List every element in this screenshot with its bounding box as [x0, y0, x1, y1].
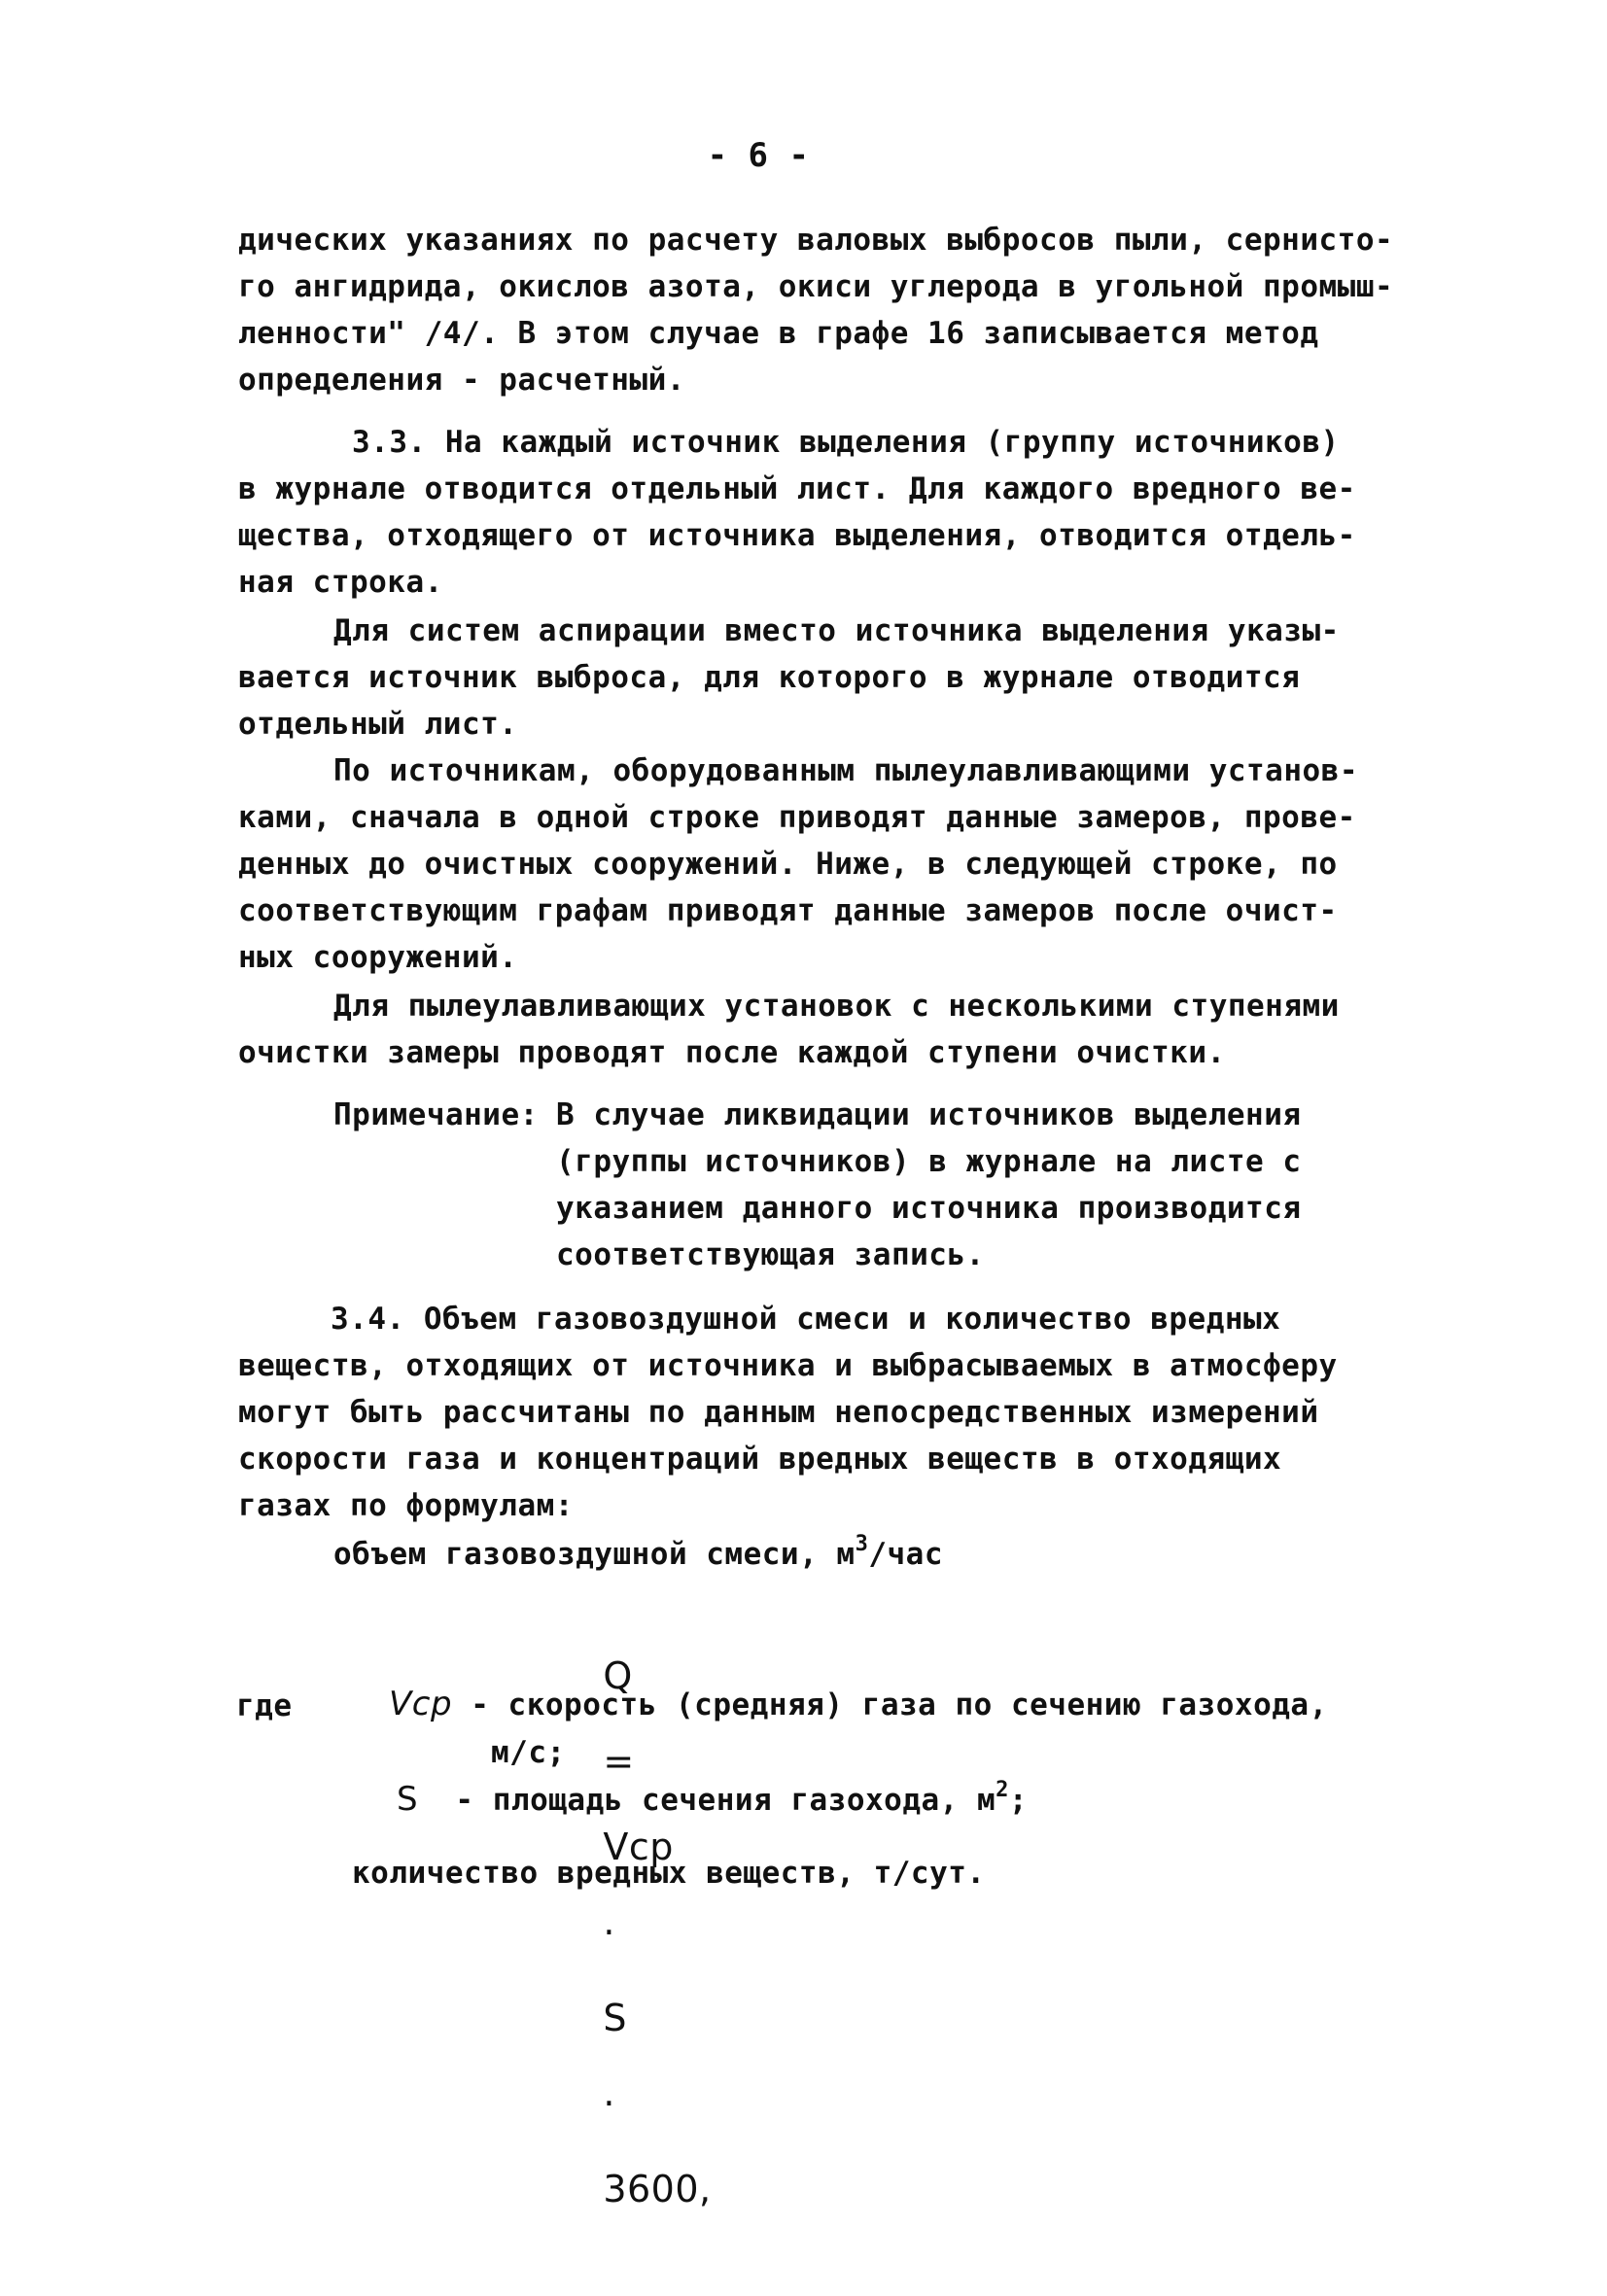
formula-multiply-1: ·: [603, 1911, 615, 1954]
text-line: скорости газа и концентраций вредных веществ в отходящих: [238, 1442, 1282, 1477]
text-line: денных до очистных сооружений. Ниже, в следующей строке, по: [238, 847, 1338, 882]
formula-equals: =: [603, 1740, 635, 1783]
text-line: Для пылеулавливающих установок с несколькими ступенями: [333, 989, 1340, 1024]
text-line: вается источник выброса, для которого в журнале отводится: [238, 660, 1301, 695]
text-line: ленности" /4/. В этом случае в графе 16 записывается метод: [238, 316, 1319, 351]
note-line: указанием данного источника производится: [556, 1191, 1302, 1226]
text-line: По источникам, оборудованным пылеулавливающими установ-: [333, 753, 1358, 788]
vcp-definition: Vcp - скорость (средняя) газа по сечению газохода,: [389, 1685, 1328, 1723]
text-line: щества, отходящего от источника выделения, отводится отдель-: [238, 518, 1356, 553]
page-number: - 6 -: [707, 136, 810, 175]
where-label: где: [236, 1688, 293, 1723]
note-line: соответствующая запись.: [556, 1237, 985, 1272]
text-line: Для систем аспирации вместо источника выделения указы-: [333, 613, 1340, 648]
s-exponent: 2: [996, 1778, 1009, 1802]
formula-constant: 3600,: [603, 2168, 712, 2210]
note-label: Примечание:: [333, 1097, 539, 1132]
text-line: го ангидрида, окислов азота, окиси углерода в угольной промыш-: [238, 269, 1394, 304]
formula-lhs: Q: [603, 1654, 633, 1697]
text-line: в журнале отводится отдельный лист. Для каждого вредного ве-: [238, 471, 1356, 506]
text-line: соответствующим графам приводят данные замеров после очист-: [238, 893, 1338, 928]
text-line: определения - расчетный.: [238, 363, 685, 398]
formula-area: S: [603, 1997, 627, 2039]
text-line: дических указаниях по расчету валовых выбросов пыли, сернисто-: [238, 223, 1394, 258]
quantity-label: количество вредных веществ, т/сут.: [352, 1856, 986, 1891]
note-line: (группы источников) в журнале на листе с: [556, 1144, 1302, 1179]
vcp-symbol: Vcp: [389, 1685, 453, 1723]
note-line: В случае ликвидации источников выделения: [556, 1097, 1302, 1132]
formula-velocity: Vcp: [603, 1826, 674, 1868]
text-line: ная строка.: [238, 565, 443, 600]
s-definition: S - площадь сечения газохода, $м^2$;: [397, 1778, 1029, 1819]
text-line: газах по формулам:: [238, 1488, 574, 1523]
text-line: могут быть рассчитаны по данным непосредственных измерений: [238, 1395, 1319, 1430]
s-symbol: S: [397, 1780, 419, 1819]
section-3-3-heading-line: 3.3. На каждый источник выделения (группу источников): [352, 425, 1340, 460]
volume-label: объем газовоздушной смеси, $м^3$/час: [333, 1532, 943, 1572]
text-line: отдельный лист.: [238, 707, 518, 742]
text-line: очистки замеры проводят после каждой ступени очистки.: [238, 1035, 1226, 1070]
text-line: ных сооружений.: [238, 940, 518, 975]
text-line: ками, сначала в одной строке приводят данные замеров, прове-: [238, 800, 1356, 835]
volume-exponent: 3: [855, 1532, 869, 1556]
section-3-4-heading-line: 3.4. Объем газовоздушной смеси и количество вредных: [331, 1302, 1281, 1337]
formula-multiply-2: ·: [603, 2082, 615, 2125]
vcp-unit: м/с;: [491, 1735, 566, 1770]
text-line: веществ, отходящих от источника и выбрасываемых в атмосферу: [238, 1348, 1338, 1383]
